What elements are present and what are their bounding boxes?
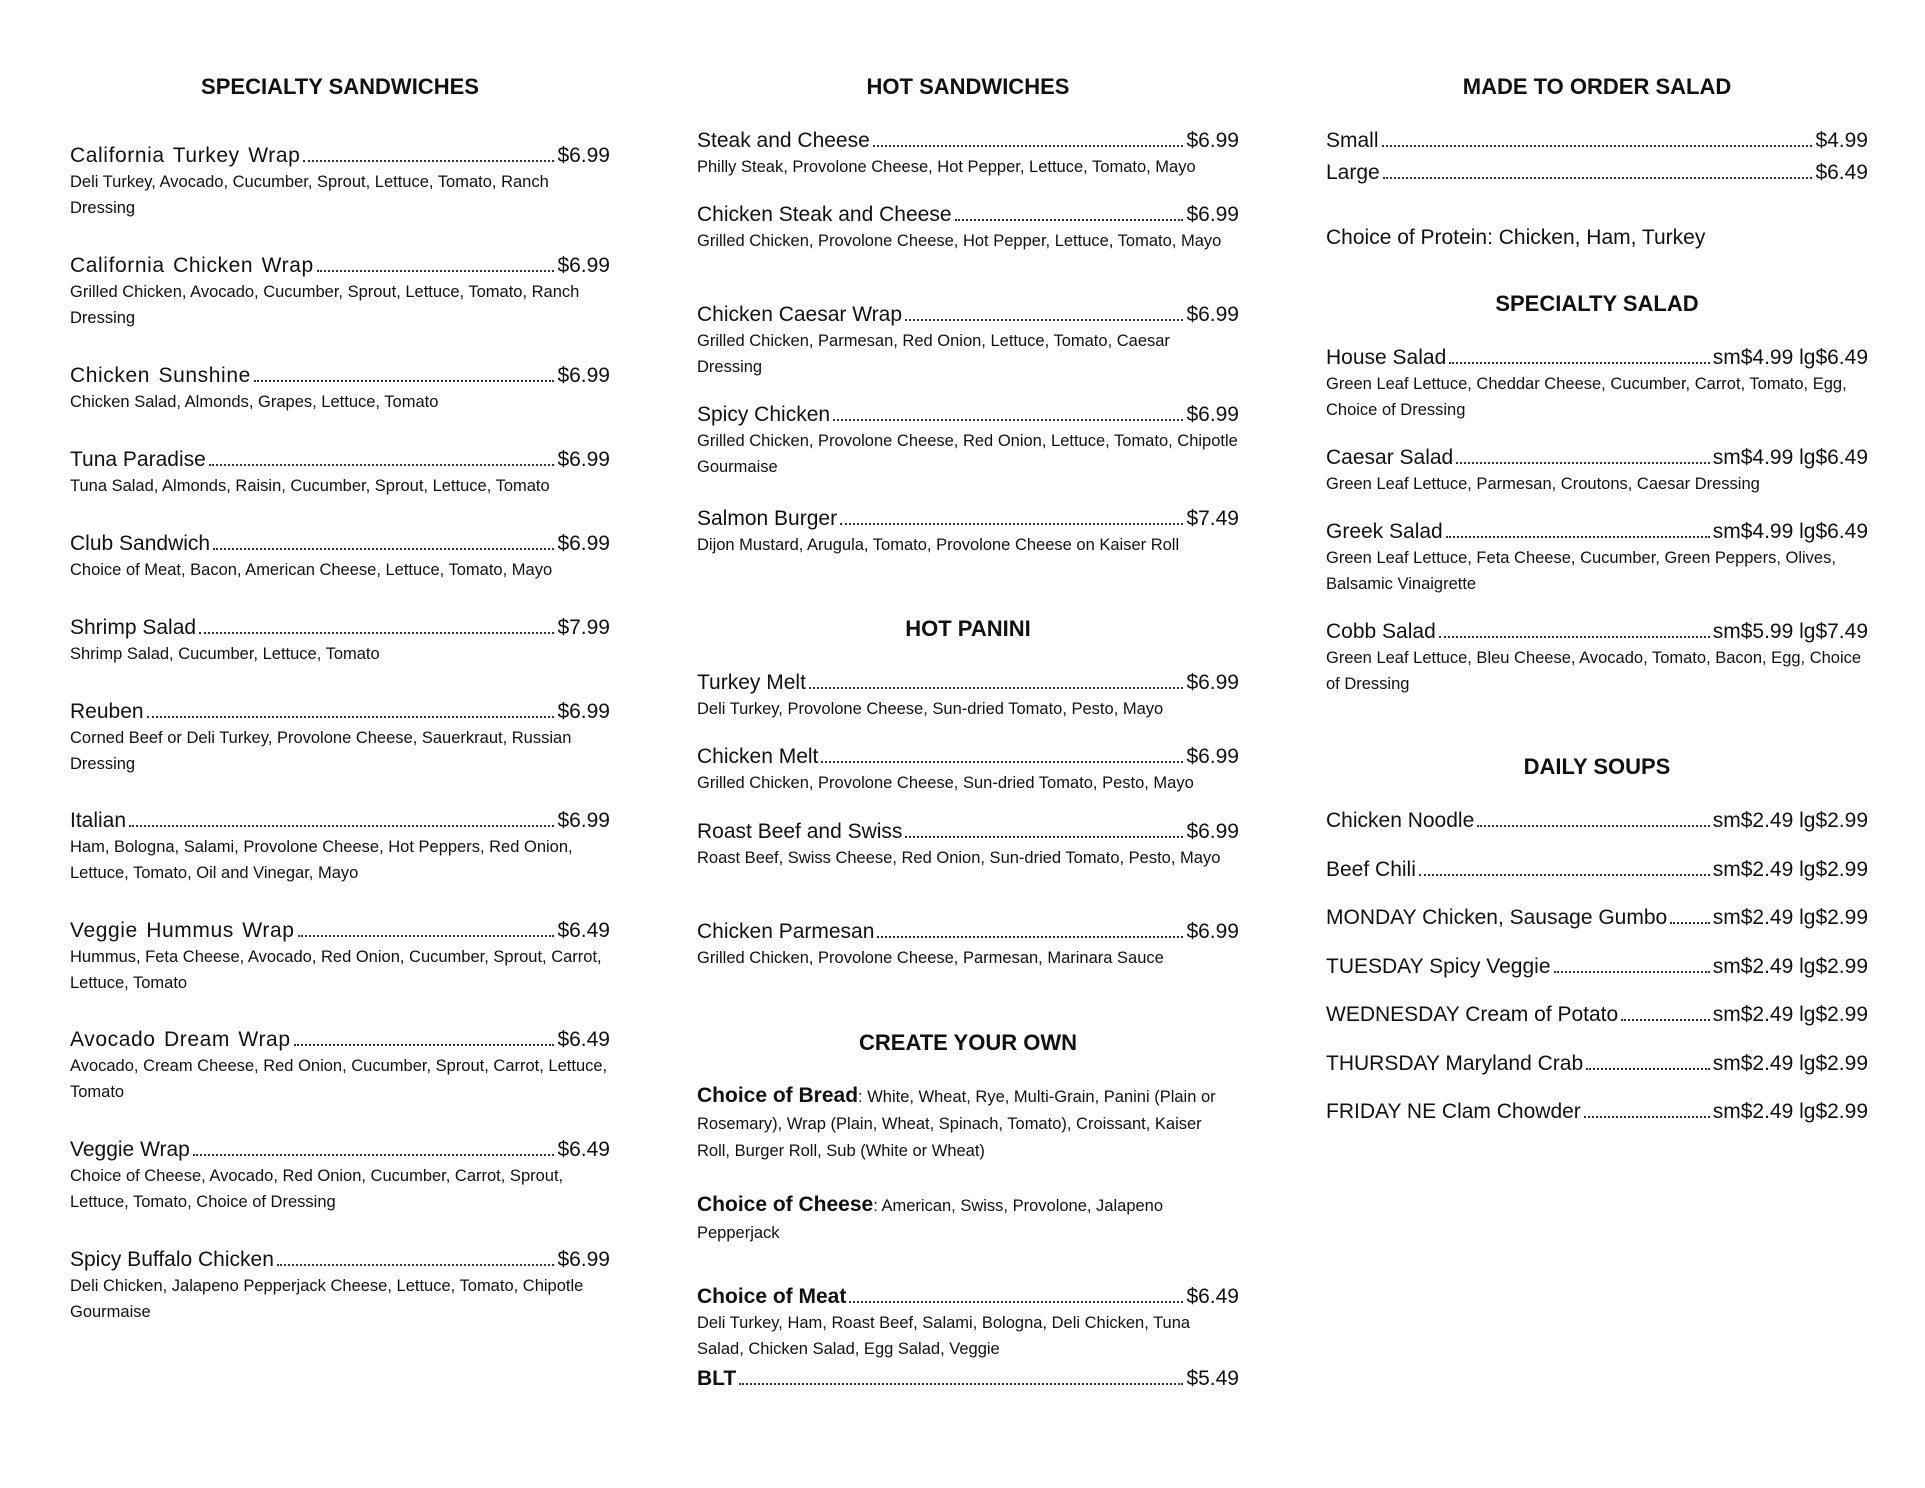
dot-leader (1584, 1116, 1710, 1118)
item-price: $6.49 (557, 1028, 610, 1051)
dot-leader (193, 1154, 555, 1156)
item-price: $6.49 (1186, 1285, 1239, 1308)
choice-options: : American, Swiss, Provolone, Jalapeno Pepperjack (697, 1197, 1164, 1242)
section-title: MADE TO ORDER SALAD (1462, 74, 1732, 99)
menu-item (1326, 445, 1868, 497)
dot-leader (821, 761, 1183, 763)
dot-leader (809, 687, 1184, 689)
dot-leader (905, 319, 1183, 321)
item-description: Shrimp Salad, Cucumber, Lettuce, Tomato (70, 645, 380, 663)
menu-item (697, 670, 1239, 722)
section-title: SPECIALTY SANDWICHES (201, 74, 479, 99)
item-name: Chicken Caesar Wrap (697, 303, 903, 326)
item-name: WEDNESDAY Cream of Potato (1326, 1003, 1619, 1026)
item-price: sm$4.99 lg$6.49 (1712, 520, 1868, 543)
item-description: Deli Turkey, Ham, Roast Beef, Salami, Bologna, Deli Chicken, Tuna Salad, Chicken Salad, Egg Salad, Veggie (697, 1314, 1191, 1358)
dot-leader (303, 160, 554, 162)
item-description: Choice of Meat, Bacon, American Cheese, Lettuce, Tomato, Mayo (70, 561, 553, 579)
menu-item (1326, 857, 1868, 883)
item-name: FRIDAY NE Clam Chowder (1326, 1100, 1581, 1123)
item-price: $6.99 (557, 809, 610, 832)
item-description: Green Leaf Lettuce, Bleu Cheese, Avocado, Tomato, Bacon, Egg, Choice of Dressing (1326, 649, 1862, 693)
item-description: Grilled Chicken, Provolone Cheese, Parmesan, Marinara Sauce (697, 949, 1164, 967)
choice-label: Choice of Bread (697, 1084, 859, 1107)
dot-leader (1419, 874, 1710, 876)
item-description: Ham, Bologna, Salami, Provolone Cheese, Hot Peppers, Red Onion, Lettuce, Tomato, Oil and Vinegar, Mayo (70, 838, 573, 882)
choice-of-bread (697, 1084, 1239, 1165)
item-description: Deli Turkey, Provolone Cheese, Sun-dried Tomato, Pesto, Mayo (697, 700, 1164, 718)
dot-leader (955, 219, 1184, 221)
menu-item (1326, 345, 1868, 423)
item-name: THURSDAY Maryland Crab (1326, 1052, 1584, 1075)
section-title: CREATE YOUR OWN (859, 1030, 1077, 1055)
menu-item (697, 919, 1239, 971)
menu-item (70, 1247, 610, 1325)
menu-item (70, 1027, 610, 1105)
item-description: Green Leaf Lettuce, Parmesan, Croutons, Caesar Dressing (1326, 475, 1760, 493)
item-name: Caesar Salad (1326, 446, 1454, 469)
menu-item (697, 202, 1239, 254)
item-price: $7.49 (1186, 507, 1239, 530)
menu-item (1326, 954, 1868, 980)
section-title: SPECIALTY SALAD (1495, 291, 1699, 316)
item-price: sm$4.99 lg$6.49 (1712, 446, 1868, 469)
menu-item (70, 447, 610, 499)
item-name: Spicy Chicken (697, 403, 831, 426)
item-description: Tuna Salad, Almonds, Raisin, Cucumber, Sprout, Lettuce, Tomato (70, 477, 550, 495)
item-name: Roast Beef and Swiss (697, 820, 903, 843)
item-price: $5.49 (1186, 1367, 1239, 1390)
menu-item (70, 808, 610, 886)
item-price: sm$2.49 lg$2.99 (1712, 809, 1868, 832)
item-price: sm$2.49 lg$2.99 (1712, 1100, 1868, 1123)
dot-leader (873, 145, 1184, 147)
item-price: $6.49 (1815, 161, 1868, 184)
item-price: $6.99 (557, 364, 610, 387)
dot-leader (1670, 922, 1710, 924)
item-name: Shrimp Salad (70, 616, 197, 639)
dot-leader (129, 825, 554, 827)
menu-item (1326, 519, 1868, 597)
section-title: HOT PANINI (905, 616, 1031, 641)
menu-item (697, 302, 1239, 380)
item-price: sm$2.49 lg$2.99 (1712, 1003, 1868, 1026)
dot-leader (1449, 362, 1709, 364)
item-description: Grilled Chicken, Avocado, Cucumber, Sprout, Lettuce, Tomato, Ranch Dressing (70, 283, 580, 327)
dot-leader (1554, 971, 1710, 973)
item-description: Green Leaf Lettuce, Cheddar Cheese, Cucumber, Carrot, Tomato, Egg, Choice of Dressing (1326, 375, 1847, 419)
choice-label: Choice of Cheese (697, 1193, 874, 1216)
choice-of-cheese (697, 1193, 1239, 1247)
item-name: Small (1326, 129, 1379, 152)
menu-item (1326, 1051, 1868, 1077)
item-price: sm$2.49 lg$2.99 (1712, 955, 1868, 978)
dot-leader (147, 716, 555, 718)
menu-item (70, 531, 610, 583)
item-name: Veggie Hummus Wrap (70, 919, 295, 942)
menu-item (70, 143, 610, 221)
item-name: MONDAY Chicken, Sausage Gumbo (1326, 906, 1668, 929)
item-description: Choice of Cheese, Avocado, Red Onion, Cucumber, Carrot, Sprout, Lettuce, Tomato, Choice of Dressing (70, 1167, 564, 1211)
item-name: Cobb Salad (1326, 620, 1436, 643)
item-description: Deli Chicken, Jalapeno Pepperjack Cheese, Lettuce, Tomato, Chipotle Gourmaise (70, 1277, 584, 1321)
section-title: DAILY SOUPS (1523, 754, 1671, 779)
dot-leader (254, 380, 555, 382)
item-price: $6.99 (557, 700, 610, 723)
menu-item (697, 819, 1239, 871)
item-description: Philly Steak, Provolone Cheese, Hot Pepper, Lettuce, Tomato, Mayo (697, 158, 1196, 176)
item-price: $6.99 (1186, 920, 1239, 943)
item-description: Corned Beef or Deli Turkey, Provolone Cheese, Sauerkraut, Russian Dressing (70, 729, 572, 773)
menu-item (70, 363, 610, 415)
dot-leader (877, 936, 1183, 938)
item-name: TUESDAY Spicy Veggie (1326, 955, 1551, 978)
menu-item (70, 918, 610, 996)
dot-leader (1456, 462, 1709, 464)
item-name: Large (1326, 161, 1380, 184)
item-price: $6.49 (557, 919, 610, 942)
item-price: $6.99 (1186, 403, 1239, 426)
item-description: Dijon Mustard, Arugula, Tomato, Provolone Cheese on Kaiser Roll (697, 536, 1180, 554)
dot-leader (1383, 177, 1813, 179)
item-name: Italian (70, 809, 127, 832)
item-name: Veggie Wrap (70, 1138, 190, 1161)
item-price: $6.49 (557, 1138, 610, 1161)
choice-of-meat (697, 1284, 1239, 1362)
dot-leader (294, 1044, 555, 1046)
item-name: Turkey Melt (697, 671, 806, 694)
item-description: Grilled Chicken, Provolone Cheese, Sun-dried Tomato, Pesto, Mayo (697, 774, 1194, 792)
item-price: sm$2.49 lg$2.99 (1712, 858, 1868, 881)
menu-item (1326, 905, 1868, 931)
item-price: sm$4.99 lg$6.49 (1712, 346, 1868, 369)
dot-leader (277, 1264, 555, 1266)
item-price: $4.99 (1815, 129, 1868, 152)
item-price: $6.99 (1186, 203, 1239, 226)
dot-leader (1446, 536, 1710, 538)
item-name: Chicken Sunshine (70, 364, 251, 387)
item-name: BLT (697, 1367, 737, 1390)
item-description: Chicken Salad, Almonds, Grapes, Lettuce, Tomato (70, 393, 439, 411)
dot-leader (1621, 1019, 1710, 1021)
item-price: $6.99 (557, 448, 610, 471)
dot-leader (213, 548, 554, 550)
item-price: sm$2.49 lg$2.99 (1712, 906, 1868, 929)
item-price: $6.99 (1186, 820, 1239, 843)
item-name: Club Sandwich (70, 532, 211, 555)
menu-item (70, 615, 610, 667)
item-name: Chicken Melt (697, 745, 819, 768)
item-description: Grilled Chicken, Provolone Cheese, Red Onion, Lettuce, Tomato, Chipotle Gourmaise (697, 432, 1238, 476)
menu-item (697, 506, 1239, 558)
item-description: Grilled Chicken, Provolone Cheese, Hot Pepper, Lettuce, Tomato, Mayo (697, 232, 1222, 250)
item-price: $6.99 (1186, 303, 1239, 326)
menu-item (70, 699, 610, 777)
item-name: Spicy Buffalo Chicken (70, 1248, 274, 1271)
item-description: Green Leaf Lettuce, Feta Cheese, Cucumber, Green Peppers, Olives, Balsamic Vinaigrette (1326, 549, 1836, 593)
item-price: $6.99 (557, 144, 610, 167)
dot-leader (1439, 636, 1710, 638)
item-name: Choice of Meat (697, 1285, 847, 1308)
item-description: Avocado, Cream Cheese, Red Onion, Cucumber, Sprout, Carrot, Lettuce, Tomato (70, 1057, 608, 1101)
item-price: $6.99 (1186, 129, 1239, 152)
item-name: Beef Chili (1326, 858, 1416, 881)
item-description: Deli Turkey, Avocado, Cucumber, Sprout, Lettuce, Tomato, Ranch Dressing (70, 173, 549, 217)
item-price: $6.99 (557, 254, 610, 277)
item-name: Chicken Parmesan (697, 920, 875, 943)
menu-item (1326, 619, 1868, 697)
menu-item (697, 1366, 1239, 1392)
choice-options: : White, Wheat, Rye, Multi-Grain, Panini (Plain or Rosemary), Wrap (Plain, Wheat, Spinach, Tomato), Croissant, Kaiser Roll, Burger Roll, Sub (White or Wheat) (697, 1088, 1216, 1160)
dot-leader (833, 419, 1183, 421)
item-name: House Salad (1326, 346, 1447, 369)
item-description: Hummus, Feta Cheese, Avocado, Red Onion, Cucumber, Sprout, Carrot, Lettuce, Tomato (70, 948, 602, 992)
item-name: Salmon Burger (697, 507, 838, 530)
dot-leader (849, 1301, 1183, 1303)
item-price: $6.99 (1186, 671, 1239, 694)
dot-leader (739, 1383, 1183, 1385)
item-name: Avocado Dream Wrap (70, 1028, 291, 1051)
dot-leader (1477, 825, 1709, 827)
item-name: Steak and Cheese (697, 129, 870, 152)
menu-item (1326, 808, 1868, 834)
protein-note: Choice of Protein: Chicken, Ham, Turkey (1326, 226, 1706, 249)
dot-leader (840, 523, 1183, 525)
dot-leader (1586, 1068, 1710, 1070)
item-name: Greek Salad (1326, 520, 1443, 543)
menu-item (70, 1137, 610, 1215)
menu-item (1326, 1099, 1868, 1125)
item-price: $6.99 (557, 1248, 610, 1271)
dot-leader (209, 464, 555, 466)
menu-item (70, 253, 610, 331)
menu-item (1326, 160, 1868, 186)
menu-item (1326, 1002, 1868, 1028)
item-name: Reuben (70, 700, 144, 723)
item-description: Grilled Chicken, Parmesan, Red Onion, Lettuce, Tomato, Caesar Dressing (697, 332, 1170, 376)
dot-leader (298, 935, 555, 937)
item-price: $6.99 (557, 532, 610, 555)
menu-item (697, 128, 1239, 180)
section-title: HOT SANDWICHES (866, 74, 1070, 99)
menu-item (697, 402, 1239, 480)
dot-leader (199, 632, 554, 634)
menu-item (697, 744, 1239, 796)
menu-item (1326, 128, 1868, 154)
item-name: Chicken Noodle (1326, 809, 1475, 832)
item-name: California Turkey Wrap (70, 144, 301, 167)
item-description: Roast Beef, Swiss Cheese, Red Onion, Sun-dried Tomato, Pesto, Mayo (697, 849, 1221, 867)
item-name: Tuna Paradise (70, 448, 206, 471)
dot-leader (317, 270, 555, 272)
dot-leader (1382, 145, 1813, 147)
item-name: Chicken Steak and Cheese (697, 203, 952, 226)
item-price: sm$2.49 lg$2.99 (1712, 1052, 1868, 1075)
item-price: $7.99 (557, 616, 610, 639)
dot-leader (905, 836, 1183, 838)
item-name: California Chicken Wrap (70, 254, 314, 277)
item-price: $6.99 (1186, 745, 1239, 768)
item-price: sm$5.99 lg$7.49 (1712, 620, 1868, 643)
